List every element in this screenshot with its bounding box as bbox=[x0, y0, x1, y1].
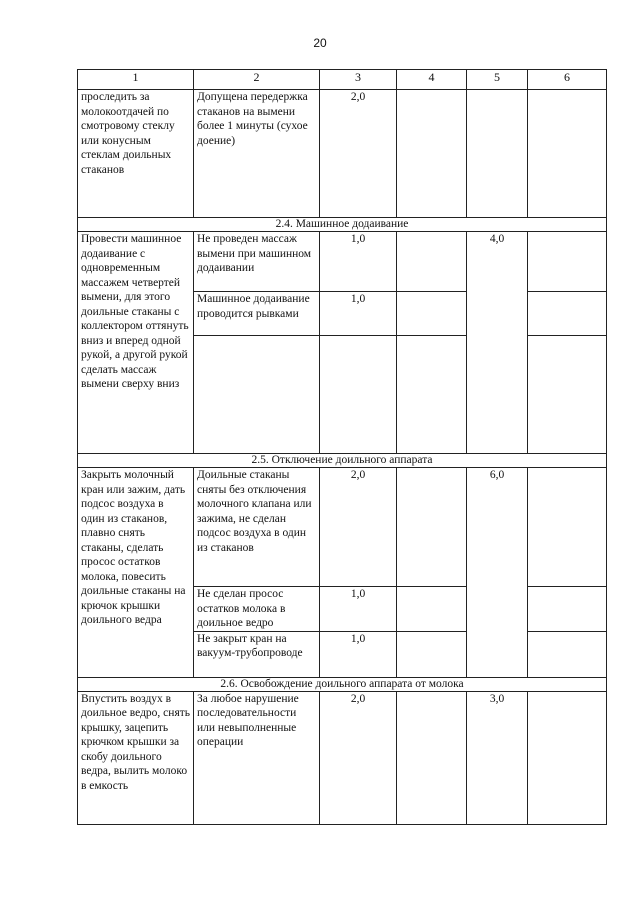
table-row bbox=[78, 232, 607, 292]
empty-cell bbox=[528, 232, 607, 292]
column-header: 3 bbox=[320, 70, 397, 90]
section-row bbox=[78, 677, 607, 691]
empty-cell bbox=[397, 292, 467, 336]
empty-cell bbox=[528, 468, 607, 587]
table-row bbox=[78, 468, 607, 587]
column-header: 6 bbox=[528, 70, 607, 90]
empty-cell bbox=[397, 587, 467, 632]
error-cell: Доильные стаканы сняты без отключения молочного клапана или зажима, не сделан подсос воздуха в один из стаканов bbox=[194, 468, 320, 587]
score-cell: 1,0 bbox=[320, 232, 397, 292]
empty-cell bbox=[320, 336, 397, 454]
section-title: 2.5. Отключение доильного аппарата bbox=[78, 454, 607, 468]
action-cell: Впустить воздух в доильное ведро, снять крышку, зацепить крючком крышки за скобу доильного ведра, вылить молоко в емкость bbox=[78, 691, 194, 824]
table-row bbox=[78, 691, 607, 824]
action-cell: Закрыть молочный кран или зажим, дать подсос воздуха в один из стаканов, плавно снять стаканы, сделать просос остатков молока, повесить доильные стаканы на крючок крышки доильного ведра bbox=[78, 468, 194, 678]
empty-cell bbox=[528, 587, 607, 632]
column-header: 4 bbox=[397, 70, 467, 90]
empty-cell bbox=[467, 90, 528, 218]
empty-cell bbox=[397, 336, 467, 454]
total-cell: 3,0 bbox=[467, 691, 528, 824]
score-cell: 1,0 bbox=[320, 631, 397, 677]
column-header: 1 bbox=[78, 70, 194, 90]
empty-cell bbox=[397, 468, 467, 587]
empty-cell bbox=[528, 90, 607, 218]
table-row bbox=[78, 90, 607, 218]
score-cell: 1,0 bbox=[320, 587, 397, 632]
header-row bbox=[78, 70, 607, 90]
score-cell: 2,0 bbox=[320, 90, 397, 218]
empty-cell bbox=[528, 336, 607, 454]
section-title: 2.6. Освобождение доильного аппарата от молока bbox=[78, 677, 607, 691]
column-header: 2 bbox=[194, 70, 320, 90]
score-cell: 1,0 bbox=[320, 292, 397, 336]
action-cell: проследить за молокоотдачей по смотровому стеклу или конусным стеклам доильных стаканов bbox=[78, 90, 194, 218]
score-cell: 2,0 bbox=[320, 691, 397, 824]
empty-cell bbox=[194, 336, 320, 454]
total-cell: 6,0 bbox=[467, 468, 528, 678]
error-cell: За любое нарушение последовательности или невыполненные операции bbox=[194, 691, 320, 824]
empty-cell bbox=[528, 292, 607, 336]
empty-cell bbox=[528, 631, 607, 677]
section-row bbox=[78, 218, 607, 232]
action-cell: Провести машинное додаивание с одновременным массажем четвертей вымени, для этого доильные стаканы с коллектором оттянуть вниз и вперед одной рукой, а другой рукой сделать массаж вымени сверху вниз bbox=[78, 232, 194, 454]
empty-cell bbox=[397, 90, 467, 218]
error-cell: Не проведен массаж вымени при машинном додаивании bbox=[194, 232, 320, 292]
error-cell: Машинное додаивание проводится рывками bbox=[194, 292, 320, 336]
empty-cell bbox=[528, 691, 607, 824]
page-number: 20 bbox=[313, 36, 327, 50]
error-cell: Допущена передержка стаканов на вымени более 1 минуты (сухое доение) bbox=[194, 90, 320, 218]
error-cell: Не сделан просос остатков молока в доильное ведро bbox=[194, 587, 320, 632]
evaluation-table bbox=[77, 69, 607, 825]
empty-cell bbox=[397, 232, 467, 292]
section-title: 2.4. Машинное додаивание bbox=[78, 218, 607, 232]
empty-cell bbox=[397, 691, 467, 824]
column-header: 5 bbox=[467, 70, 528, 90]
section-row bbox=[78, 454, 607, 468]
total-cell: 4,0 bbox=[467, 232, 528, 454]
empty-cell bbox=[397, 631, 467, 677]
score-cell: 2,0 bbox=[320, 468, 397, 587]
error-cell: Не закрыт кран на вакуум-трубопроводе bbox=[194, 631, 320, 677]
